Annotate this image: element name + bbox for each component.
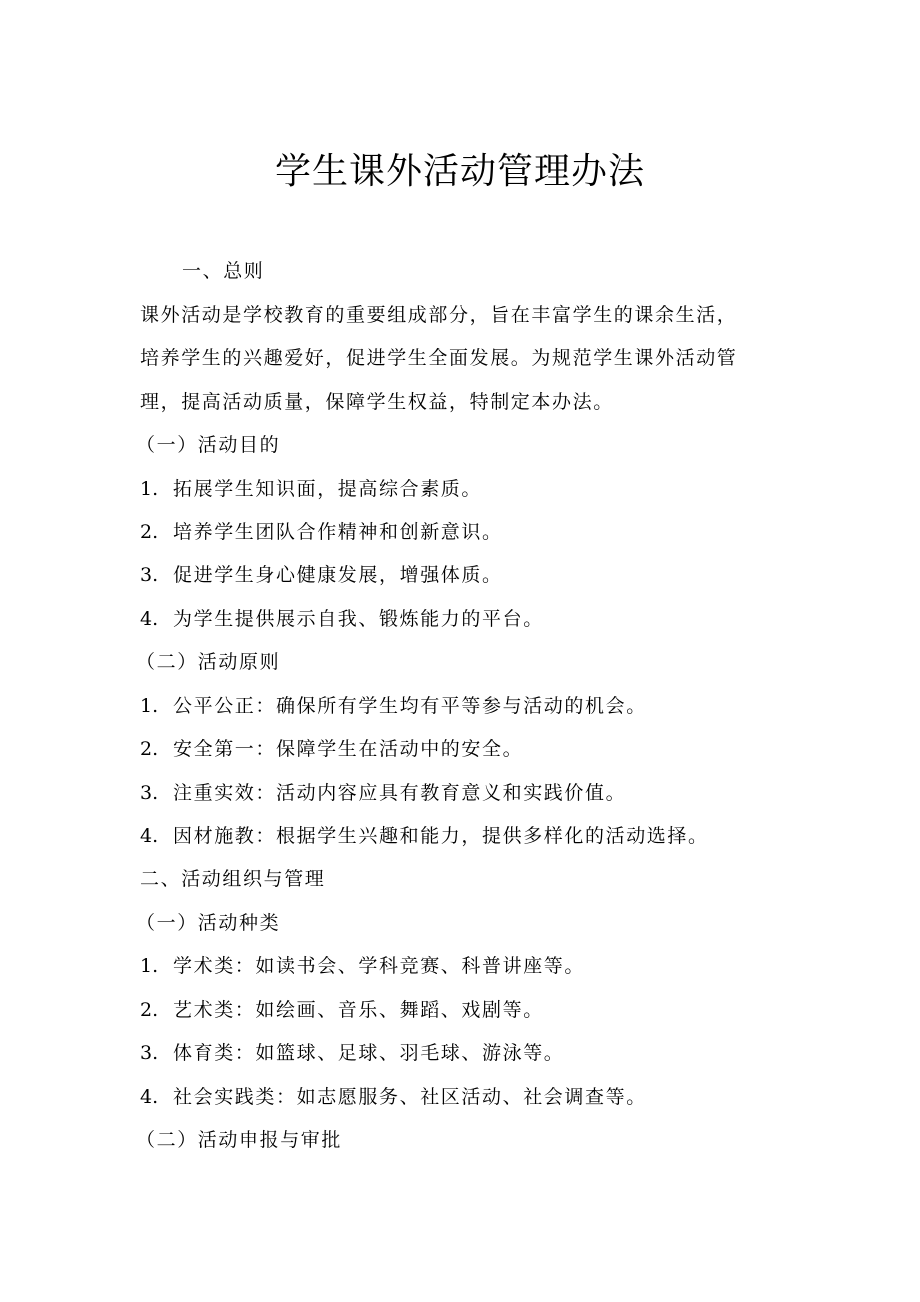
section-heading-general: 一、总则: [182, 260, 265, 282]
list-item-number: 4.: [140, 825, 159, 847]
list-item-number: 3.: [140, 1042, 159, 1064]
list-item: [140, 1084, 800, 1110]
list-item-text: 培养学生团队合作精神和创新意识。: [173, 521, 503, 543]
list-item: [140, 693, 800, 719]
intro-paragraph-line-3: 理，提高活动质量，保障学生权益，特制定本办法。: [140, 391, 614, 413]
list-item-text: 促进学生身心健康发展，增强体质。: [173, 564, 503, 586]
list-item-text: 艺术类：如绘画、音乐、舞蹈、戏剧等。: [173, 999, 544, 1021]
section-heading-organization: 二、活动组织与管理: [140, 868, 326, 890]
list-item: [140, 780, 800, 806]
list-item-text: 公平公正：确保所有学生均有平等参与活动的机会。: [173, 695, 647, 717]
intro-paragraph-line-1: 课外活动是学校教育的重要组成部分，旨在丰富学生的课余生活，: [140, 304, 738, 326]
list-item: [140, 476, 800, 502]
list-item-text: 拓展学生知识面，提高综合素质。: [173, 478, 483, 500]
list-item: [140, 736, 800, 762]
subsection-heading-purpose: （一）活动目的: [136, 434, 281, 456]
list-item-text: 为学生提供展示自我、锻炼能力的平台。: [173, 608, 544, 630]
list-item: [140, 606, 800, 632]
intro-paragraph-line-2: 培养学生的兴趣爱好，促进学生全面发展。为规范学生课外活动管: [140, 347, 738, 369]
list-item-number: 3.: [140, 564, 159, 586]
document-title: 学生课外活动管理办法: [274, 151, 645, 192]
list-item-number: 4.: [140, 608, 159, 630]
list-item: [140, 519, 800, 545]
list-item: [140, 953, 800, 979]
list-item: [140, 823, 800, 849]
list-item-text: 体育类：如篮球、足球、羽毛球、游泳等。: [173, 1042, 565, 1064]
subsection-heading-principles: （二）活动原则: [136, 651, 281, 673]
list-item-number: 3.: [140, 782, 159, 804]
list-item-text: 学术类：如读书会、学科竞赛、科普讲座等。: [173, 955, 586, 977]
subsection-heading-application-approval: （二）活动申报与审批: [136, 1129, 343, 1151]
list-item-number: 4.: [140, 1086, 159, 1108]
list-item: [140, 562, 800, 588]
list-item-number: 1.: [140, 955, 159, 977]
list-item-number: 1.: [140, 695, 159, 717]
list-item-number: 2.: [140, 738, 159, 760]
list-item-text: 社会实践类：如志愿服务、社区活动、社会调查等。: [173, 1086, 647, 1108]
list-item-text: 因材施教：根据学生兴趣和能力，提供多样化的活动选择。: [173, 825, 709, 847]
subsection-heading-types: （一）活动种类: [136, 912, 281, 934]
list-item: [140, 1040, 800, 1066]
list-item-number: 1.: [140, 478, 159, 500]
list-item-text: 安全第一：保障学生在活动中的安全。: [173, 738, 524, 760]
list-item: [140, 997, 800, 1023]
list-item-number: 2.: [140, 521, 159, 543]
list-item-text: 注重实效：活动内容应具有教育意义和实践价值。: [173, 782, 627, 804]
list-item-number: 2.: [140, 999, 159, 1021]
